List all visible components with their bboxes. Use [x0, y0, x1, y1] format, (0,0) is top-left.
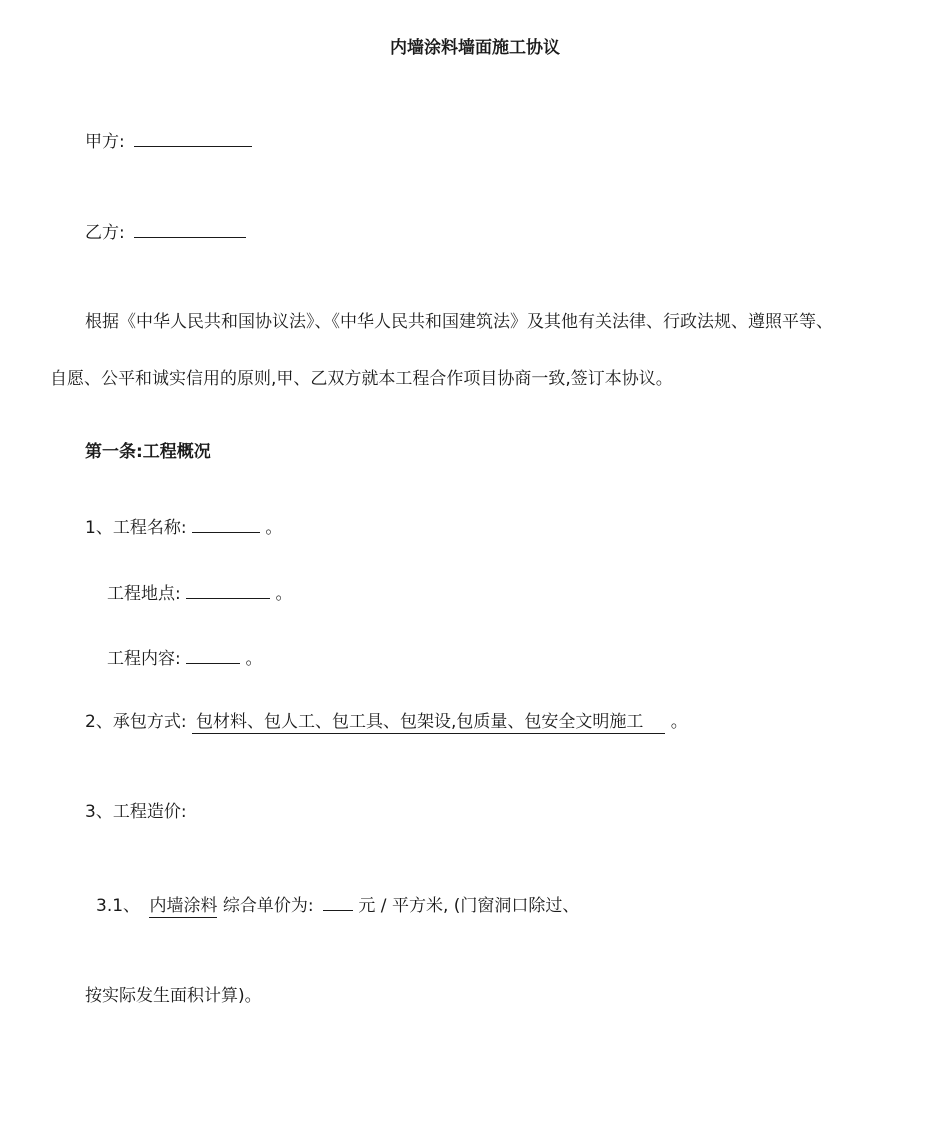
contract-method-line [85, 710, 688, 734]
party-b-line [85, 219, 246, 245]
project-name-blank[interactable] [192, 514, 260, 533]
project-name-label: 1、工程名称: [85, 518, 187, 538]
project-content-label: 工程内容: [107, 649, 181, 669]
project-content-suffix: 。 [245, 649, 263, 669]
article-1-heading: 第一条:工程概况 [85, 442, 211, 462]
unit-price-line [96, 892, 579, 918]
contract-method-value: 包材料、包人工、包工具、包架设,包质量、包安全文明施工 [192, 712, 665, 734]
project-name-suffix: 。 [265, 518, 283, 538]
party-a-label: 甲方: [85, 132, 125, 152]
contract-method-label: 2、承包方式: [85, 712, 187, 732]
unit-price-unit: 元 / 平方米, (门窗洞口除过、 [358, 896, 580, 916]
preamble-line-1: 根据《中华人民共和国协议法》、《中华人民共和国建筑法》及其他有关法律、行政法规、遵照平等、 [85, 312, 833, 332]
unit-price-blank[interactable] [323, 892, 353, 911]
project-location-line [107, 580, 293, 606]
party-a-line [85, 128, 252, 154]
party-b-label: 乙方: [85, 223, 125, 243]
project-content-line [107, 645, 263, 671]
project-location-suffix: 。 [275, 584, 293, 604]
project-content-blank[interactable] [186, 645, 240, 664]
preamble-line-2: 自愿、公平和诚实信用的原则,甲、乙双方就本工程合作项目协商一致,签订本协议。 [50, 369, 673, 389]
document-title: 内墙涂料墙面施工协议 [390, 38, 560, 58]
project-cost-heading: 3、工程造价: [85, 802, 187, 822]
project-name-line [85, 514, 282, 540]
unit-price-label: 综合单价为: [222, 896, 314, 916]
unit-price-item: 内墙涂料 [149, 896, 218, 916]
project-location-label: 工程地点: [107, 584, 181, 604]
unit-price-prefix: 3.1、 [96, 896, 141, 916]
contract-method-suffix: 。 [670, 712, 688, 732]
unit-price-line-2: 按实际发生面积计算)。 [85, 986, 262, 1006]
party-a-blank[interactable] [134, 128, 252, 147]
party-b-blank[interactable] [134, 219, 246, 238]
project-location-blank[interactable] [186, 580, 270, 599]
